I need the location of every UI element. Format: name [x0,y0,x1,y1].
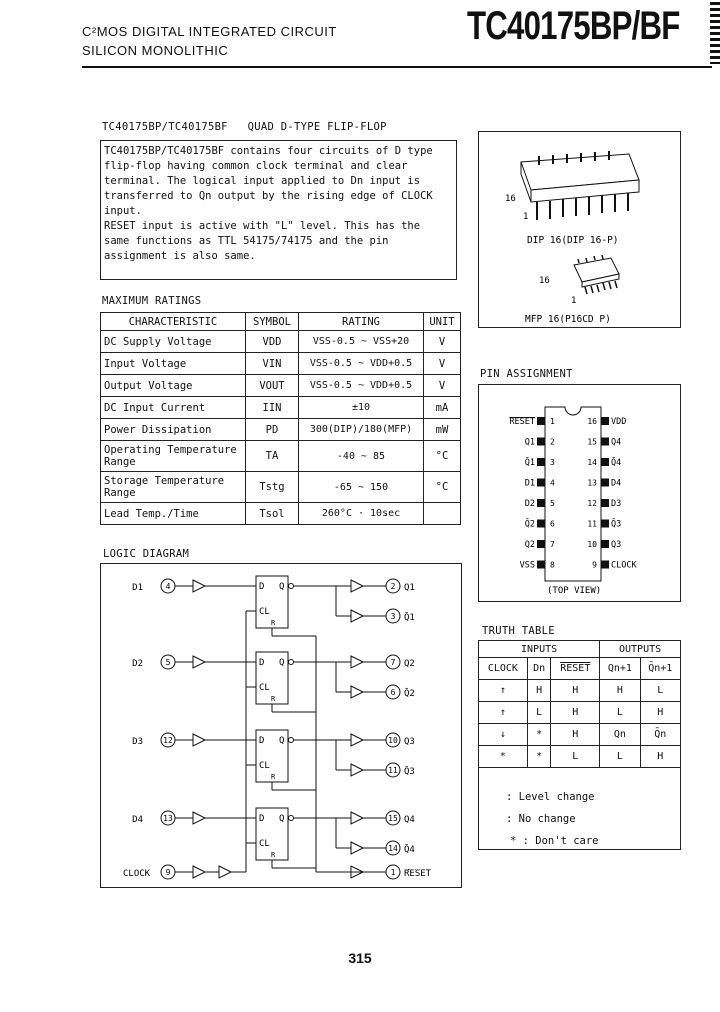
pin-number-right: 12 [587,499,597,508]
cell: mA [424,397,461,419]
qbar-output-label: Q̄1 [404,613,415,623]
table-row [479,680,681,702]
q-output-label: Q3 [404,737,415,747]
pin-number: 4 [165,582,171,591]
group-outputs: OUTPUTS [600,641,681,658]
cell: -40 ~ 85 [299,441,424,472]
pin-marker [601,479,609,487]
cell: V [424,353,461,375]
pin-number-left: 8 [550,560,555,570]
pin-number: 13 [163,814,173,823]
pin-marker [537,458,545,466]
logic-diagram-title: LOGIC DIAGRAM [103,548,190,560]
truth-table-title: TRUTH TABLE [482,625,555,637]
output-buffer [351,842,363,854]
cell: Output Voltage [101,375,246,397]
table-row [101,419,461,441]
top-view-label: (TOP VIEW) [547,586,602,596]
pin-marker [537,540,545,548]
ff-q-label: Q [279,658,285,668]
pin-number-right: 10 [587,540,597,549]
pin-number-left: 1 [550,417,555,426]
pin-number: 9 [165,868,171,877]
pin-name-left: D1 [524,478,535,489]
table-row [101,397,461,419]
desc-line: transferred to Qn output by the rising edge of CLOCK [104,190,433,202]
device-subtitle: TC40175BP/TC40175BF QUAD D-TYPE FLIP-FLOP [102,121,387,133]
header-rule [82,66,712,68]
desc-line: terminal. The logical input applied to Dn input is [104,175,421,187]
q-output-label: Q1 [404,583,415,593]
qbar-output-label: Q̄4 [404,845,415,855]
pin-number: 5 [165,658,171,667]
cell: TA [246,441,299,472]
table-row [101,375,461,397]
pin-name-right: Q̄3 [611,519,622,530]
pin-number: 1 [390,868,396,877]
cell: H [600,680,640,702]
table-header-row [101,313,461,331]
cell: °C [424,441,461,472]
legend-level-change: : Level change [506,791,595,803]
max-ratings-table [100,312,461,525]
pin-name-right: VDD [611,417,627,427]
col-rating: RATING [299,313,424,331]
cell: VOUT [246,375,299,397]
pin-number: 12 [163,736,173,745]
output-buffer [351,610,363,622]
mfp-label: MFP 16(P16CD P) [525,314,611,325]
ff-r-label: R [271,695,276,703]
pin-number: 15 [388,814,398,823]
cell: H [551,724,600,746]
ff-d-label: D [259,658,265,668]
cell: H [551,680,600,702]
pin-number-left: 7 [550,540,555,549]
pin-name-right: CLOCK [611,560,637,571]
cell: Tsol [246,503,299,525]
dip-package-drawing [521,151,639,220]
q-output-label: Q4 [404,815,415,825]
clock-buffer [219,866,231,878]
input-buffer [193,734,205,746]
ff-cl-label: CL [259,683,270,693]
pin-number: 3 [390,612,396,621]
pin-name-left: Q1 [524,437,535,448]
legend-dont-care: * : Don't care [510,835,599,847]
pin-number-left: 4 [550,478,555,488]
col-qn1: Qn+1 [600,658,640,680]
output-buffer [351,656,363,668]
table-header-row [479,658,681,680]
input-buffer [193,656,205,668]
group-inputs: INPUTS [479,641,600,658]
cell: VIN [246,353,299,375]
inversion-bubble [289,584,294,589]
header-stripe-decoration [710,2,720,64]
pin-marker [601,520,609,528]
col-unit: UNIT [424,313,461,331]
pin-assignment-box [478,384,681,602]
ff-q-label: Q [279,736,285,746]
cell: ↑ [479,702,528,724]
ff-cl-label: CL [259,761,270,771]
pin-marker [601,458,609,466]
pin-name-right: Q3 [611,540,622,550]
ff-d-label: D [259,814,265,824]
pin-marker [601,438,609,446]
pin-number-right: 16 [587,417,597,426]
ff-cl-label: CL [259,839,270,849]
pin-number-right: 11 [587,519,597,529]
output-buffer [351,580,363,592]
dip-pin1-label: 1 [523,212,529,222]
cell: VSS-0.5 ~ VDD+0.5 [299,353,424,375]
pin-marker [537,499,545,507]
cell: * [527,746,551,768]
table-row [101,503,461,525]
table-header-row [479,641,681,658]
output-buffer [351,734,363,746]
pin-number-right: 9 [592,560,597,570]
table-row [101,472,461,503]
pin-marker [537,520,545,528]
desc-line: TC40175BP/TC40175BF contains four circuits of D type [104,145,433,157]
pin-marker [537,438,545,446]
pin-marker [601,499,609,507]
ff-q-label: Q [279,814,285,824]
ff-d-label: D [259,582,265,592]
col-dn: Dn [527,658,551,680]
input-buffer [193,812,205,824]
d-input-label: D3 [132,737,143,747]
max-ratings-title: MAXIMUM RATINGS [102,295,202,307]
cell: Lead Temp./Time [101,503,246,525]
pin-assignment-title: PIN ASSIGNMENT [480,368,573,380]
cell: ↓ [479,724,528,746]
cell: Q̄n [640,724,680,746]
cell: * [479,746,528,768]
cell: Storage Temperature Range [101,472,246,503]
pin-name-left: Q̄2 [524,519,535,530]
pin-marker [601,417,609,425]
legend-no-change: : No change [506,813,576,825]
pin-name-left: D2 [524,499,535,509]
table-row [101,441,461,472]
col-qbn1: Q̄n+1 [640,658,680,680]
table-row [101,331,461,353]
d-input-label: D2 [132,659,143,669]
cell: L [527,702,551,724]
desc-line: flip-flop having common clock terminal and clear [104,160,408,172]
qbar-output-label: Q̄2 [404,689,415,699]
cell: V [424,331,461,353]
pin-marker [601,540,609,548]
cell: H [640,702,680,724]
description-box [100,140,457,280]
ff-r-label: R [271,619,276,627]
cell: H [527,680,551,702]
pin-number-right: 14 [587,458,597,467]
table-row [479,746,681,768]
cell: ±10 [299,397,424,419]
pin-name-right: Q4 [611,437,622,448]
pin-number-left: 6 [550,519,555,529]
d-input-label: D4 [132,815,143,825]
page-number: 315 [348,950,372,966]
output-buffer [351,812,363,824]
mfp-pin1-label: 1 [571,296,577,306]
table-row [101,353,461,375]
col-characteristic: CHARACTERISTIC [101,313,246,331]
cell: VSS-0.5 ~ VSS+20 [299,331,424,353]
col-symbol: SYMBOL [246,313,299,331]
desc-line: RESET input is active with "L" level. This has the [104,220,421,232]
truth-table [478,640,681,768]
cell: 300(DIP)/180(MFP) [299,419,424,441]
part-number-title: TC40175BP/BF [467,4,680,48]
cell: H [551,702,600,724]
dip-label: DIP 16(DIP 16-P) [527,235,619,246]
inversion-bubble [289,816,294,821]
clock-buffer [193,866,205,878]
inversion-bubble [289,660,294,665]
table-row [479,702,681,724]
desc-line: input. [104,205,142,217]
header-line-2: SILICON MONOLITHIC [82,43,229,58]
desc-line: same functions as TTL 54175/74175 and the pin [104,235,389,247]
cell: -65 ~ 150 [299,472,424,503]
pin-name-left: RESET [509,417,535,427]
pin-name-left: Q̄1 [524,458,535,468]
pin-number-left: 5 [550,499,555,508]
pin-name-left: Q2 [524,540,535,550]
cell: Tstg [246,472,299,503]
pin-number: 2 [390,582,396,591]
pin-name-right: D3 [611,499,622,509]
cell: DC Input Current [101,397,246,419]
col-reset: RESET [551,658,600,680]
pin-number: 14 [388,844,398,853]
pin-marker [537,417,545,425]
cell [424,503,461,525]
cell: * [527,724,551,746]
output-buffer [351,764,363,776]
pin-name-right: D4 [611,478,622,489]
header-line-1: C²MOS DIGITAL INTEGRATED CIRCUIT [82,24,337,39]
pin-marker [537,479,545,487]
cell: V [424,375,461,397]
cell: Qn [600,724,640,746]
reset-label: RESET [404,869,432,879]
ff-q-label: Q [279,582,285,592]
clock-label: CLOCK [123,869,151,879]
cell: PD [246,419,299,441]
pin-number: 6 [390,688,396,697]
ff-r-label: R [271,851,276,859]
q-output-label: Q2 [404,659,415,669]
col-clock: CLOCK [479,658,528,680]
mfp-pin16-label: 16 [539,276,550,286]
pin-number-left: 2 [550,437,555,447]
package-drawings [479,132,682,329]
cell: L [640,680,680,702]
cell: Power Dissipation [101,419,246,441]
cell: DC Supply Voltage [101,331,246,353]
pin-number-right: 15 [587,437,597,447]
pin-marker [601,561,609,569]
pin-name-left: VSS [519,560,535,571]
cell: 260°C · 10sec [299,503,424,525]
cell: L [551,746,600,768]
d-input-label: D1 [132,583,143,593]
chip-outline [545,407,601,581]
ff-d-label: D [259,736,265,746]
qbar-output-label: Q̄3 [404,767,415,777]
pin-marker [537,561,545,569]
ff-r-label: R [271,773,276,781]
pinout-drawing [479,385,682,603]
cell: °C [424,472,461,503]
logic-diagram-drawing [101,564,463,889]
pin-number: 7 [390,658,396,667]
cell: IIN [246,397,299,419]
pin-number: 11 [388,766,398,775]
mfp-package-drawing [574,255,619,294]
logic-diagram-box [100,563,462,888]
pin-name-right: Q̄4 [611,458,622,468]
cell: L [600,746,640,768]
cell: VSS-0.5 ~ VDD+0.5 [299,375,424,397]
cell: mW [424,419,461,441]
cell: H [640,746,680,768]
inversion-bubble [289,738,294,743]
pin-number: 10 [388,736,398,745]
output-buffer [351,686,363,698]
table-row [479,724,681,746]
cell: Operating Temperature Range [101,441,246,472]
pin-number-right: 13 [587,478,597,488]
cell: L [600,702,640,724]
input-buffer [193,580,205,592]
ff-cl-label: CL [259,607,270,617]
dip-pin16-label: 16 [505,194,516,204]
cell: VDD [246,331,299,353]
pin-number-left: 3 [550,458,555,467]
desc-line: assignment is also same. [104,250,256,262]
package-box [478,131,681,328]
cell: Input Voltage [101,353,246,375]
cell: ↑ [479,680,528,702]
